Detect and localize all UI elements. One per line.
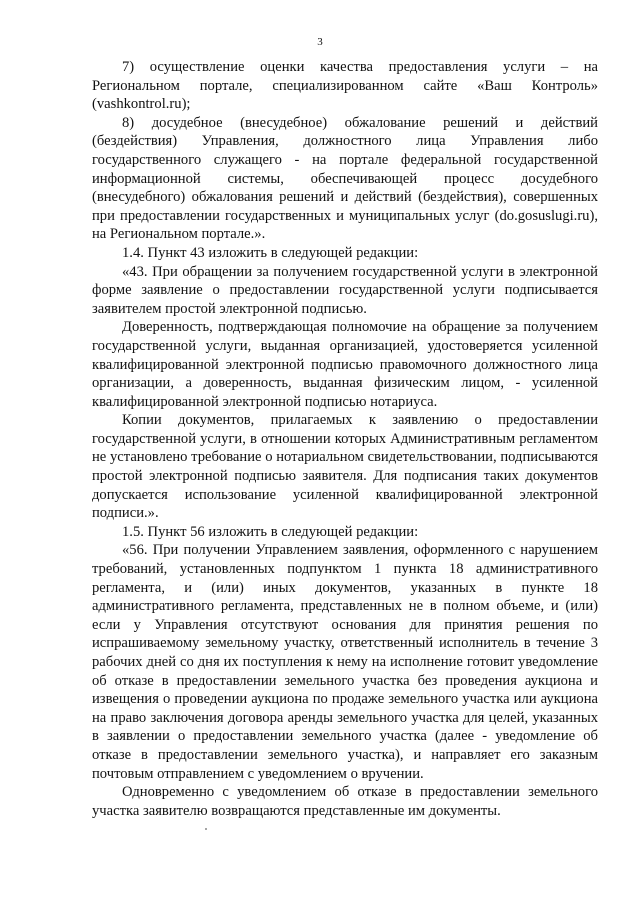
paragraph-document-copies: Копии документов, прилагаемых к заявлению о предоставлении государственной услуги, в отношении которых Административным регламентом не установлено требование о нотариальном свидетельствовании, подписываются простой электронной подписью заявителя. Для подписания таких документов допускается использование усиленной квалифицированной электронной подписи.».: [92, 412, 598, 522]
page-number: 3: [317, 36, 323, 48]
paragraph-point-56: «56. При получении Управлением заявления, оформленного с нарушением требований, установленных подпунктом 1 пункта 18 административного регламента, и (или) иных документов, указанных в пункте 18 административного регламента, представленных не в полном объеме, и (или) если у Управления отсутствуют основания для принятия решения по испрашиваемому земельному участку, ответственный исполнитель в течение 3 рабочих дней со дня их поступления к нему на исполнение готовит уведомление об отказе в предоставлении земельного участка без проведения аукциона и извещения о проведении аукциона по продаже земельного участка или аукциона на право заключения договора аренды земельного участка для целей, указанных в заявлении о предоставлении земельного участка (далее - уведомление об отказе в предоставлении земельного участка), и направляет его заказным почтовым отправлением с уведомлением о вручении.: [92, 542, 598, 782]
paragraph-section-1-5: 1.5. Пункт 56 изложить в следующей редакции:: [122, 523, 419, 540]
paragraph-item-8: 8) досудебное (внесудебное) обжалование решений и действий (бездействия) Управления, должностного лица Управления либо государственного служащего - на портале федеральной государственной информационной системы, обеспечивающей процесс досудебного (внесудебного) обжалования решений и действий (бездействия), совершенных при предоставлении государственных и муниципальных услуг (do.gosuslugi.ru), на Региональном портале.».: [92, 114, 598, 243]
scan-speck: [205, 828, 207, 830]
paragraph-section-1-4: 1.4. Пункт 43 изложить в следующей редакции:: [122, 244, 419, 261]
paragraph-point-43: «43. При обращении за получением государственной услуги в электронной форме заявление о предоставлении государственной услуги подписывается заявителем простой электронной подписью.: [92, 263, 598, 317]
paragraph-item-7: 7) осуществление оценки качества предоставления услуги – на Региональном портале, специализированном сайте «Ваш Контроль» (vashkontrol.ru);: [92, 59, 598, 113]
paragraph-return-documents: Одновременно с уведомлением об отказе в предоставлении земельного участка заявителю возвращаются представленные им документы.: [92, 784, 598, 819]
paragraph-power-of-attorney: Доверенность, подтверждающая полномочие на обращение за получением государственной услуги, выданная организацией, удостоверяется усиленной квалифицированной электронной подписью правомочного должностного лица организации, а доверенность, выданная физическим лицом, - усиленной квалифицированной электронной подписью нотариуса.: [92, 319, 598, 410]
document-body: [92, 58, 598, 820]
